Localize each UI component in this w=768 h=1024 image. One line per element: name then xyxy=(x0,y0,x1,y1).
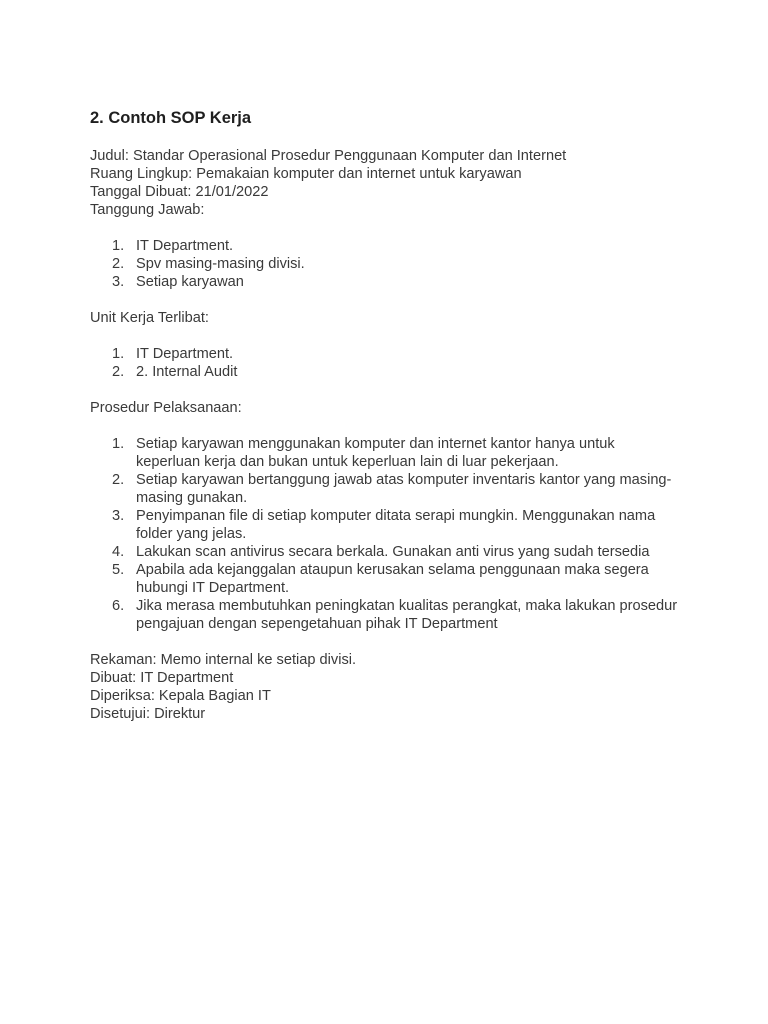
disetujui-line: Disetujui: Direktur xyxy=(90,706,206,722)
ruang-lingkup-line: Ruang Lingkup: Pemakaian komputer dan internet untuk karyawan xyxy=(90,166,522,182)
tanggung-jawab-label: Tanggung Jawab: xyxy=(90,202,205,218)
spacer xyxy=(90,381,690,399)
list-item xyxy=(90,345,690,363)
list-item xyxy=(90,471,690,507)
list-item-text: Jika merasa membutuhkan peningkatan kualitas perangkat, maka lakukan prosedur pengajuan dengan sepengetahuan pihak IT Department xyxy=(136,598,678,632)
list-number: 2. xyxy=(112,472,125,488)
list-item xyxy=(90,507,690,543)
spacer xyxy=(90,417,690,435)
document-page xyxy=(90,107,690,723)
list-item xyxy=(90,561,690,597)
list-number: 5. xyxy=(112,562,125,578)
diperiksa-line: Diperiksa: Kepala Bagian IT xyxy=(90,688,271,704)
rekaman-line: Rekaman: Memo internal ke setiap divisi. xyxy=(90,652,357,668)
unit-kerja-list xyxy=(90,345,690,381)
list-item xyxy=(90,435,690,471)
list-item-text: Setiap karyawan bertanggung jawab atas komputer inventaris kantor yang masing-masing gunakan. xyxy=(136,472,672,506)
tanggal-line: Tanggal Dibuat: 21/01/2022 xyxy=(90,184,269,200)
list-item-text: Spv masing-masing divisi. xyxy=(136,256,305,272)
list-number: 6. xyxy=(112,598,125,614)
list-item xyxy=(90,543,690,561)
list-number: 4. xyxy=(112,544,125,560)
list-number: 1. xyxy=(112,346,125,362)
spacer xyxy=(90,291,690,309)
list-number: 1. xyxy=(112,238,125,254)
prosedur-label: Prosedur Pelaksanaan: xyxy=(90,400,242,416)
list-number: 3. xyxy=(112,274,125,290)
list-item-text: Lakukan scan antivirus secara berkala. Gunakan anti virus yang sudah tersedia xyxy=(136,544,650,560)
list-number: 2. xyxy=(112,256,125,272)
spacer xyxy=(90,633,690,651)
list-item xyxy=(90,273,690,291)
spacer xyxy=(90,327,690,345)
prosedur-list xyxy=(90,435,690,633)
list-item xyxy=(90,363,690,381)
list-number: 3. xyxy=(112,508,125,524)
dibuat-line: Dibuat: IT Department xyxy=(90,670,234,686)
list-item-text: Apabila ada kejanggalan ataupun kerusakan selama penggunaan maka segera hubungi IT Department. xyxy=(136,562,649,596)
list-number: 1. xyxy=(112,436,125,452)
tanggung-jawab-list xyxy=(90,237,690,291)
list-item-text: Setiap karyawan xyxy=(136,274,244,290)
list-item xyxy=(90,237,690,255)
section-heading: 2. Contoh SOP Kerja xyxy=(90,109,252,127)
list-item-text: IT Department. xyxy=(136,346,234,362)
list-item xyxy=(90,597,690,633)
list-item-text: IT Department. xyxy=(136,238,234,254)
list-item xyxy=(90,255,690,273)
list-number: 2. xyxy=(112,364,125,380)
list-item-text: Penyimpanan file di setiap komputer ditata serapi mungkin. Menggunakan nama folder yang jelas. xyxy=(136,508,656,542)
judul-line: Judul: Standar Operasional Prosedur Penggunaan Komputer dan Internet xyxy=(90,148,567,164)
list-item-text: Setiap karyawan menggunakan komputer dan internet kantor hanya untuk keperluan kerja dan bukan untuk keperluan lain di luar pekerjaan. xyxy=(136,436,615,470)
list-item-text: 2. Internal Audit xyxy=(136,364,238,380)
spacer xyxy=(90,219,690,237)
unit-kerja-label: Unit Kerja Terlibat: xyxy=(90,310,209,326)
